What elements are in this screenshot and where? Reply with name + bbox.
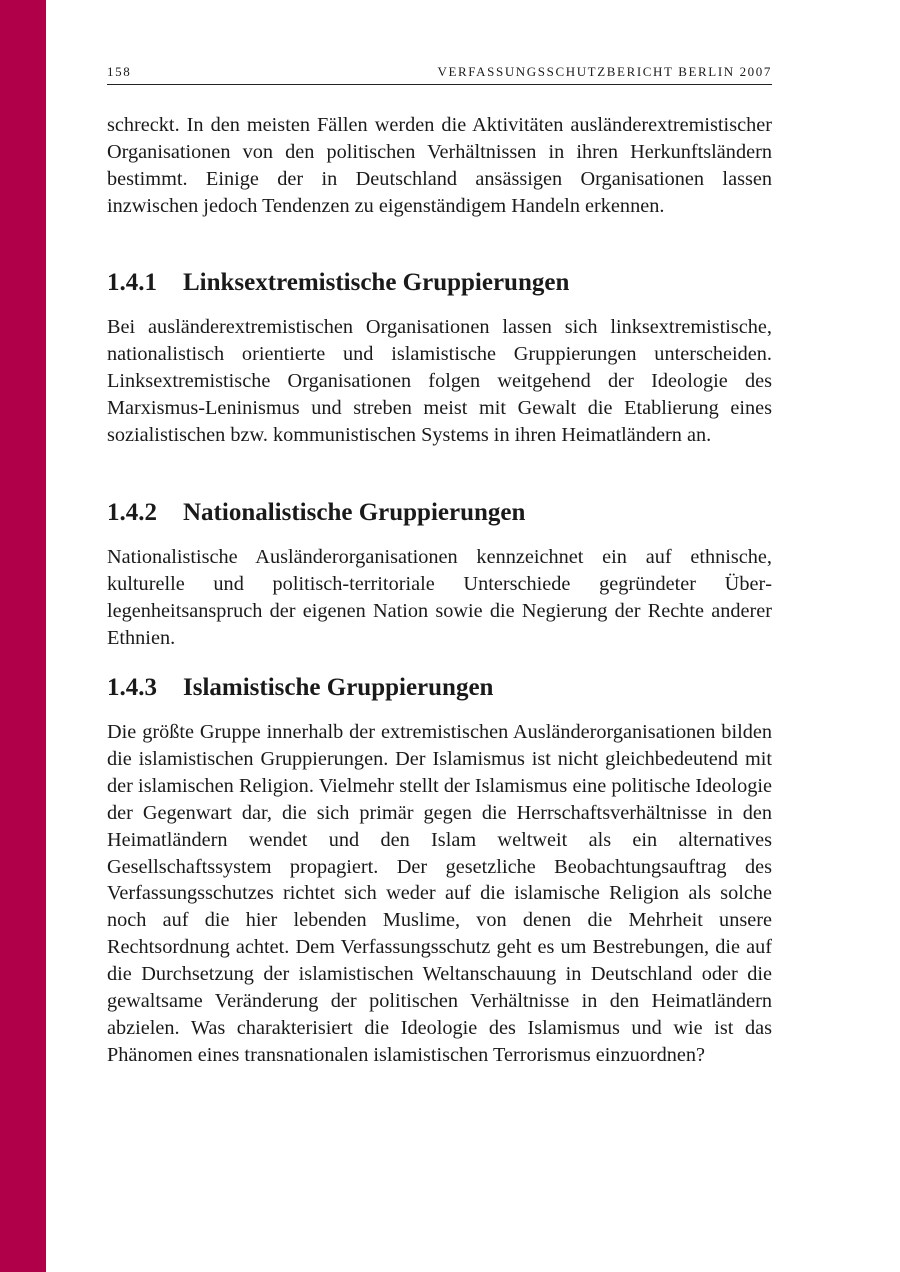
header-title: VERFASSUNGSSCHUTZBERICHT BERLIN 2007 — [437, 64, 772, 79]
section-paragraph-1-4-1: Bei ausländerextremistischen Organisationen lassen sich linksextremistische, nationalistisch orientierte und islamistische Gruppierungen unterscheiden. Linksextremistische Organisationen folgen weitgehend der Ideologie des Marxismus-Leninismus und streben meist mit Gewalt die Etablierung eines sozialistischen bzw. kommunistischen Systems in ihren Heimatländern an. — [107, 316, 772, 446]
intro-paragraph: schreckt. In den meisten Fällen werden die Aktivitäten ausländerextremistischer Organisationen von den politischen Verhältnissen in ihren Herkunftsländern bestimmt. Einige der in Deutschland ansässigen Organisationen lassen inzwischen jedoch Tendenzen zu eigenständigem Handeln erkennen. — [107, 114, 772, 217]
section-title: Islamistische Gruppierungen — [183, 674, 494, 701]
section-number: 1.4.2 — [107, 499, 157, 526]
section-heading-1-4-3 — [107, 673, 772, 703]
side-color-bar — [0, 0, 46, 1272]
section-paragraph-1-4-2: Nationalistische Ausländerorganisationen kennzeichnet ein auf ethnische, kulturelle und politisch-territoriale Unterschiede gegründeter Überlegenheitsanspruch der eigenen Nation sowie die Negierung der Rechte anderer Ethnien. — [107, 546, 772, 649]
section-paragraph-1-4-3: Die größte Gruppe innerhalb der extremistischen Ausländerorganisationen bilden die islamistischen Gruppierungen. Der Islamismus ist nicht gleichbedeutend mit der islamischen Religion. Vielmehr stellt der Islamismus eine politische Ideologie der Gegenwart dar, die sich primär gegen die Herrschaftsverhältnisse in den Heimatländern wendet und den Islam weltweit als ein alternatives Gesellschaftssystem propagiert. Der gesetzliche Beobachtungsauftrag des Verfassungsschutzes richtet sich weder auf die islamische Religion als solche noch auf die hier lebenden Muslime, von denen die Mehrheit unsere Rechtsordnung achtet. Dem Verfassungsschutz geht es um Bestrebungen, die auf die Durchsetzung der islamistischen Weltanschauung in Deutschland oder die gewaltsame Veränderung der politischen Verhältnisse in den Heimatländern abzielen. Was charakterisiert die Ideologie des Islamismus und wie ist das Phänomen eines transnationalen islamistischen Terrorismus einzuordnen? — [107, 721, 772, 1066]
section-number: 1.4.1 — [107, 269, 157, 296]
page-number: 158 — [107, 64, 132, 79]
section-title: Nationalistische Gruppierungen — [183, 499, 526, 526]
section-heading-1-4-1 — [107, 268, 772, 298]
section-title: Linksextremistische Gruppierungen — [183, 269, 570, 296]
running-header — [107, 64, 772, 85]
section-number: 1.4.3 — [107, 674, 157, 701]
section-heading-1-4-2 — [107, 498, 772, 528]
